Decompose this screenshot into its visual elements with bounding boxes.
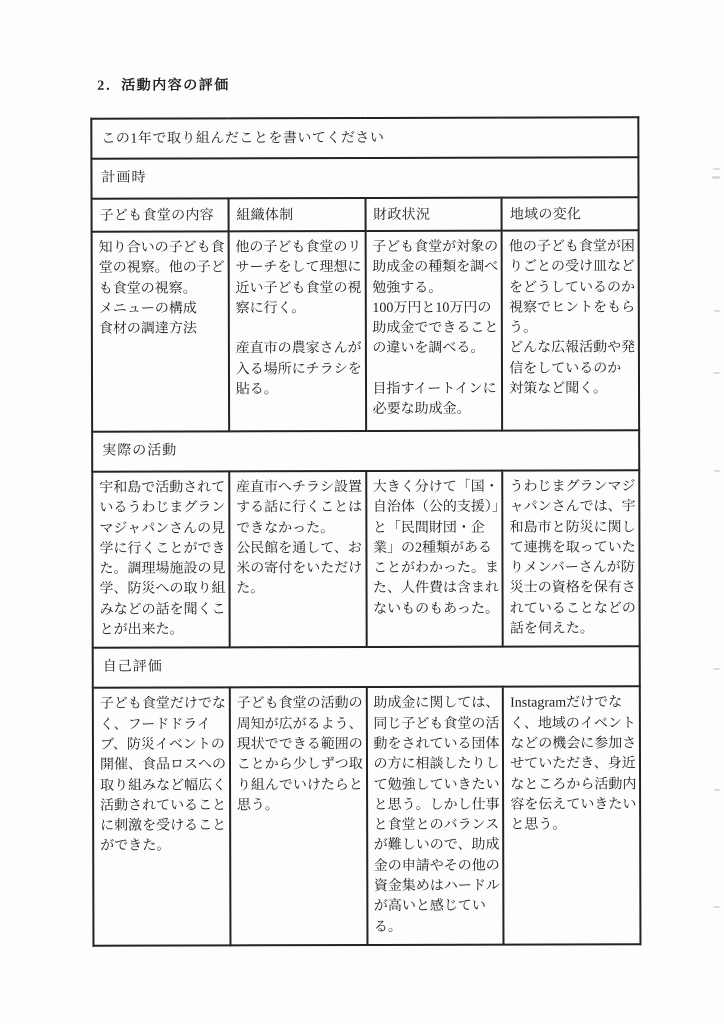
section-row-actual-activity [92, 430, 639, 471]
planning-cell-organization: 他の子ども食堂のリサーチをして理想に近い子ども食堂の視察に行く。 産直市の農家さんが入る場所にチラシを貼る。 [228, 231, 365, 431]
actual-cell-content: 宇和島で活動されているうわじまグランマジャパンさんの見学に行くことができた。調理場施設の見学、防災への取り組みなどの話を聞くことが出来た。 [92, 471, 229, 648]
actual-cell-organization: 産直市へチラシ設置する話に行くことはできなかった。 公民館を通して、お米の寄付をいただけた。 [229, 471, 366, 648]
column-header-kodomo-shokudo-naiyo: 子ども食堂の内容 [92, 198, 229, 231]
scan-artifact [714, 310, 720, 312]
section-row-planning [91, 157, 638, 198]
page-title: 2．活動内容の評価 [97, 78, 230, 94]
activity-evaluation-table [90, 116, 641, 946]
scan-artifact [714, 789, 720, 791]
scan-artifact [712, 176, 720, 179]
planning-cell-community: 他の子ども食堂が困りごとの受け皿などをどうしているのか視察でヒントをもらう。 どんな広報活動や発信をしているのか 対策など聞く。 [502, 230, 639, 430]
column-header-zaisei-jokyo: 財政状況 [365, 198, 502, 231]
section-row-self-evaluation [93, 647, 640, 688]
self-evaluation-content-row [93, 687, 641, 946]
self-eval-cell-organization: 子ども食堂の活動の周知が広がるよう、現状でできる範囲のことから少しずつ取り組んでいけたらと思う。 [230, 687, 367, 945]
column-header-row [92, 197, 639, 231]
section-label-actual-activity: 実際の活動 [92, 430, 639, 471]
self-eval-cell-community: Instagramだけでなく、地域のイベントなどの機会に参加させていただき、身近なところから活動内容を伝えていきたいと思う。 [503, 687, 640, 945]
column-header-chiiki-no-henka: 地域の変化 [502, 197, 639, 230]
prompt-row [91, 117, 638, 158]
actual-cell-community: うわじまグランマジャパンさんでは、宇和島市と防災に関して連携を取っていたりメンバーさんが防災士の資格を保有されていることなどの話を伺えた。 [502, 470, 639, 647]
column-header-soshiki-taisei: 組織体制 [228, 198, 365, 231]
section-label-self-evaluation: 自己評価 [93, 647, 640, 688]
scan-artifact [713, 168, 720, 170]
self-eval-cell-finance: 助成金に関しては、同じ子ども食堂の活動をされている団体の方に相談したりして勉強していきたいと思う。しかし仕事と食堂とのバランスが難しいので、助成金の申請やその他の資金集めはハードルが高いと感じている。 [366, 687, 503, 945]
planning-cell-content: 知り合いの子ども食堂の視察。他の子ども食堂の視察。 メニューの構成 食材の調達方法 [92, 231, 229, 431]
scan-artifact [713, 372, 720, 374]
planning-content-row [92, 230, 640, 431]
planning-cell-finance: 子ども食堂が対象の助成金の種類を調べ勉強する。 100万円と10万円の助成金でできることの違いを調べる。 目指すイートインに必要な助成金。 [365, 231, 502, 431]
section-label-planning: 計画時 [91, 157, 638, 198]
scan-artifact [713, 668, 720, 670]
table-prompt: この1年で取り組んだことを書いてください [91, 117, 638, 158]
actual-cell-finance: 大きく分けて「国・自治体（公的支援）」と「民間財団・企業」の2種類があることがわかった。また、人件費は含まれないものもあった。 [366, 471, 503, 648]
self-eval-cell-content: 子ども食堂だけでなく、フードドライブ、防災イベントの開催、食品ロスへの取り組みなど幅広く活動されていることに刺激を受けることができた。 [93, 688, 230, 946]
actual-activity-content-row [92, 470, 639, 648]
scan-artifact [714, 470, 720, 472]
scan-artifact [713, 906, 720, 908]
